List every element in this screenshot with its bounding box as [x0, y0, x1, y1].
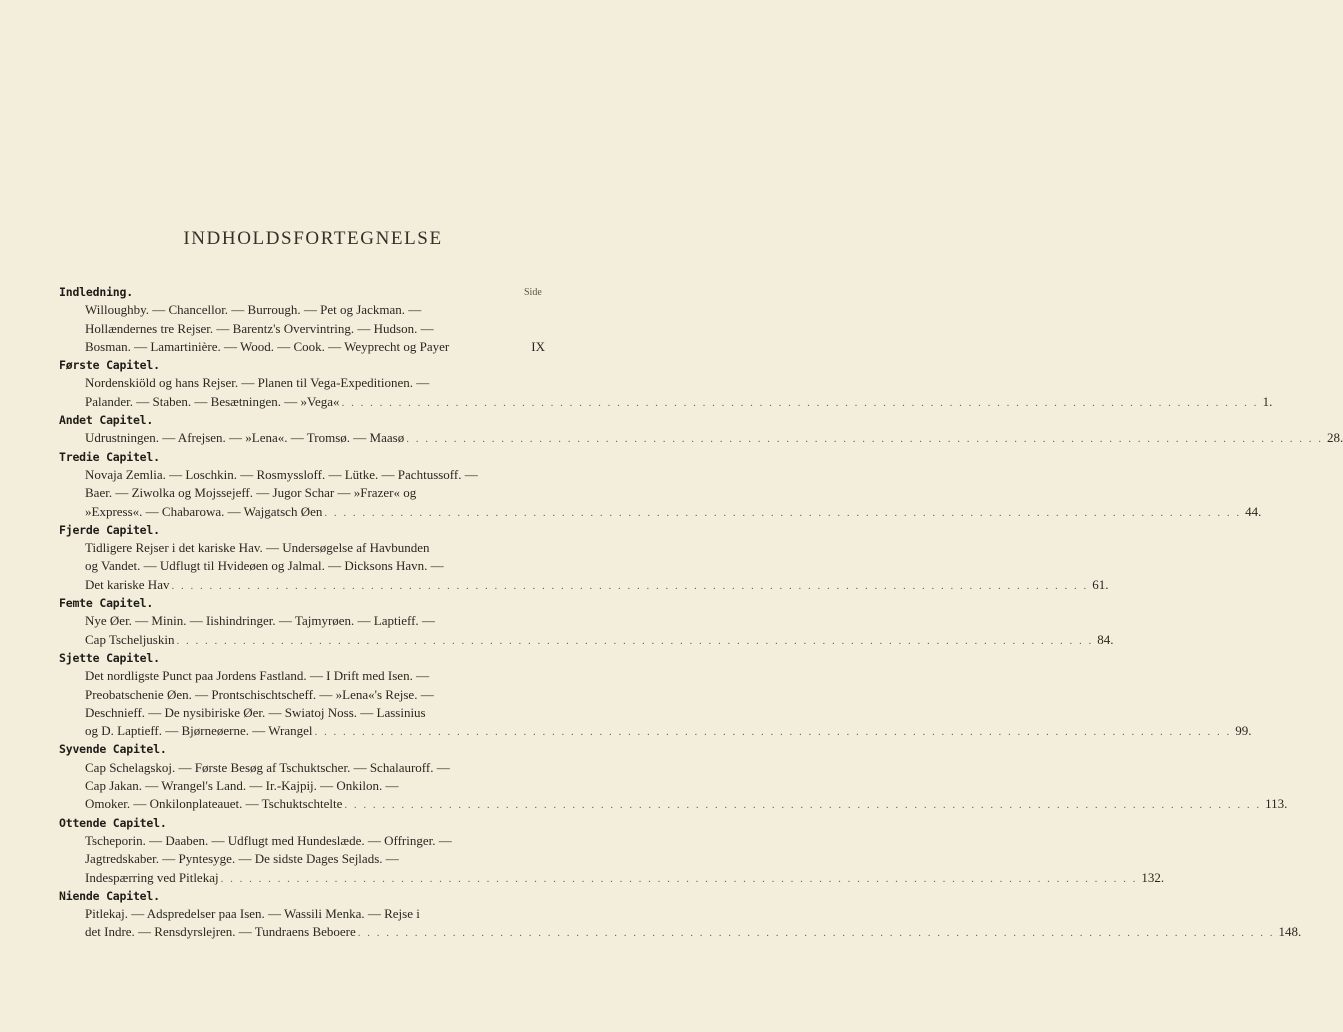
- page-number: 148.: [1278, 924, 1302, 940]
- toc-line: [85, 338, 545, 356]
- toc-line: [85, 795, 1288, 813]
- toc-line-text: Palander. — Staben. — Besætningen. — »Vega«: [85, 393, 340, 409]
- toc-line-text: Tscheporin. — Daaben. — Udflugt med Hundeslæde. — Offringer. —: [85, 832, 452, 848]
- toc-line: [85, 722, 1252, 740]
- page-title: INDHOLDSFORTEGNELSE: [183, 228, 443, 249]
- chapter-heading: Andet Capitel.: [59, 413, 154, 428]
- toc-line-text: det Indre. — Rensdyrslejren. — Tundraens Beboere: [85, 924, 356, 940]
- chapter-heading: Indledning.: [59, 285, 133, 299]
- page-number: 113.: [1265, 796, 1288, 812]
- toc-line: [85, 832, 545, 850]
- toc-line-text: Willoughby. — Chancellor. — Burrough. — Pet og Jackman. —: [85, 302, 422, 318]
- dot-leader: [322, 504, 1241, 522]
- toc-line-text: Udrustningen. — Afrejsen. — »Lena«. — Tromsø. — Maasø: [85, 430, 405, 446]
- toc-line: [85, 759, 545, 777]
- toc-line: [85, 576, 1109, 594]
- toc-line-text: Jagtredskaber. — Pyntesyge. — De sidste Dages Sejlads. —: [85, 851, 399, 867]
- toc-line: [85, 869, 1165, 887]
- toc-line-text: Cap Tscheljuskin: [85, 631, 175, 647]
- page-number: 84.: [1097, 631, 1114, 647]
- dot-leader: [219, 870, 1138, 888]
- toc-line-text: Det nordligste Punct paa Jordens Fastland. — I Drift med Isen. —: [85, 668, 430, 684]
- toc-line: [85, 393, 1273, 411]
- page-number: 61.: [1092, 576, 1109, 592]
- toc-line: [85, 704, 545, 722]
- page-number: 99.: [1235, 723, 1252, 739]
- chapter-heading: Tredie Capitel.: [59, 449, 160, 464]
- toc-line-text: Det kariske Hav: [85, 576, 170, 592]
- toc-line: [85, 850, 545, 868]
- chapter-heading: Fjerde Capitel.: [59, 522, 160, 537]
- toc-line-text: »Express«. — Chabarowa. — Wajgatsch Øen: [85, 503, 323, 519]
- toc-line-text: Tidligere Rejser i det kariske Hav. — Undersøgelse af Havbunden: [85, 540, 430, 556]
- page-number: 28.: [1326, 430, 1343, 446]
- toc-line: [85, 539, 545, 557]
- toc-line-text: Pitlekaj. — Adspredelser paa Isen. — Wassili Menka. — Rejse i: [85, 906, 420, 922]
- chapter-heading: Niende Capitel.: [59, 888, 160, 903]
- chapter-heading: Syvende Capitel.: [59, 742, 167, 757]
- toc-line: [85, 686, 545, 704]
- dot-leader: [313, 723, 1232, 741]
- toc-line: [85, 612, 545, 630]
- toc-line-text: Omoker. — Onkilonplateauet. — Tschuktschtelte: [85, 796, 343, 812]
- toc-line-text: Nordenskiöld og hans Rejser. — Planen til Vega-Expeditionen. —: [85, 375, 430, 391]
- dot-leader: [340, 394, 1259, 412]
- toc-line-text: Bosman. — Lamartinière. — Wood. — Cook. — Weyprecht og Payer: [85, 338, 450, 354]
- dot-leader: [356, 924, 1275, 942]
- toc-line-text: Baer. — Ziwolka og Mojssejeff. — Jugor Schar — »Frazer« og: [85, 485, 417, 501]
- chapter-heading: Femte Capitel.: [59, 596, 154, 611]
- chapter-heading: Første Capitel.: [59, 358, 160, 373]
- toc-line-text: og Vandet. — Udflugt til Hvideøen og Jalmal. — Dicksons Havn. —: [85, 558, 444, 574]
- toc-line: [85, 466, 545, 484]
- toc-line: [85, 301, 545, 319]
- toc-line: [85, 484, 545, 502]
- side-column-label: Side: [524, 287, 542, 298]
- toc-line-text: Deschnieff. — De nysibiriske Øer. — Swiatoj Noss. — Lassinius: [85, 704, 426, 720]
- dot-leader: [169, 577, 1088, 595]
- dot-leader: [404, 430, 1323, 448]
- toc-line: [85, 631, 1114, 649]
- toc-line-text: Novaja Zemlia. — Loschkin. — Rosmyssloff. — Lütke. — Pachtussoff. —: [85, 466, 478, 482]
- toc-line: [85, 905, 545, 923]
- page-number: 132.: [1141, 869, 1165, 885]
- toc-line-text: Preobatschenie Øen. — Prontschischtscheff. — »Lena«'s Rejse. —: [85, 686, 434, 702]
- toc-line: [85, 429, 1343, 447]
- toc-line-text: Cap Schelagskoj. — Første Besøg af Tschuktscher. — Schalauroff. —: [85, 759, 450, 775]
- page-number: 1.: [1262, 393, 1273, 409]
- dot-leader: [342, 796, 1261, 814]
- toc-line-text: Hollændernes tre Rejser. — Barentz's Overvintring. — Hudson. —: [85, 320, 434, 336]
- chapter-heading: Ottende Capitel.: [59, 815, 167, 830]
- toc-line: [85, 374, 545, 392]
- toc-line-text: Cap Jakan. — Wrangel's Land. — Ir.-Kajpij. — Onkilon. —: [85, 778, 399, 794]
- toc-line: [85, 777, 545, 795]
- dot-leader: [174, 632, 1093, 650]
- toc-line: [85, 923, 1302, 941]
- toc-line-text: Indespærring ved Pitlekaj: [85, 869, 219, 885]
- toc-line: [85, 557, 545, 575]
- table-of-contents: [59, 283, 1343, 942]
- toc-line: [85, 320, 545, 338]
- toc-line: [85, 667, 545, 685]
- page-number: IX: [531, 338, 545, 354]
- page-number: 44.: [1245, 503, 1262, 519]
- chapter-heading: Sjette Capitel.: [59, 650, 160, 665]
- toc-line-text: og D. Laptieff. — Bjørneøerne. — Wrangel: [85, 723, 313, 739]
- toc-line: [85, 503, 1262, 521]
- toc-line-text: Nye Øer. — Minin. — Iishindringer. — Tajmyrøen. — Laptieff. —: [85, 613, 435, 629]
